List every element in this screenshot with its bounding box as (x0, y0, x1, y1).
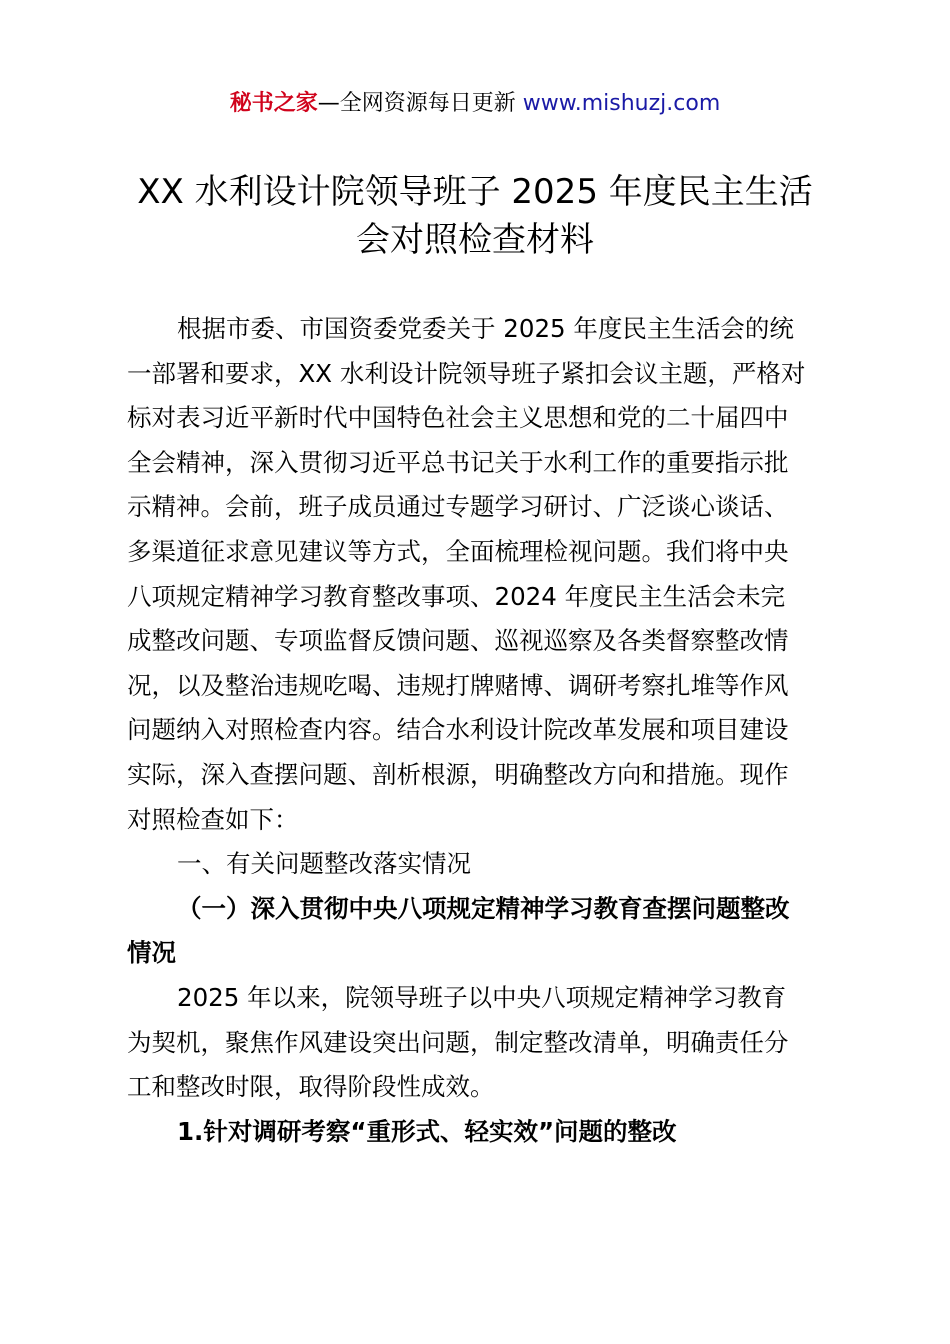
subsection-heading (127, 887, 833, 976)
paragraph-line: 根据市委、市国资委党委关于 2025 年度民主生活会的统 (177, 314, 794, 343)
title-line-1: XX 水利设计院领导班子 2025 年度民主生活 (137, 172, 813, 212)
section-heading: 一、有关问题整改落实情况 (177, 849, 471, 879)
paragraph-line: 八项规定精神学习教育整改事项、2024 年度民主生活会未完 (127, 581, 786, 611)
paragraph-line: 工和整改时限，取得阶段性成效。 (127, 1072, 495, 1102)
paragraph-line: 全会精神，深入贯彻习近平总书记关于水利工作的重要指示批 (127, 447, 789, 477)
paragraph-line: 实际，深入查摆问题、剖析根源，明确整改方向和措施。现作 (127, 759, 789, 789)
document-body (127, 307, 833, 1154)
paragraph-line: 2025 年以来，院领导班子以中央八项规定精神学习教育 (177, 982, 787, 1012)
paragraph-2 (127, 976, 833, 1110)
brand-name: 秘书之家 (229, 91, 318, 116)
item-heading: 1.针对调研考察“重形式、轻实效”问题的整改 (177, 1116, 677, 1146)
paragraph-line: 多渠道征求意见建议等方式，全面梳理检视问题。我们将中央 (127, 536, 789, 566)
paragraph-line: 标对表习近平新时代中国特色社会主义思想和党的二十届四中 (127, 403, 789, 433)
document-title (110, 168, 840, 264)
paragraph-line: 况，以及整治违规吃喝、违规打牌赌博、调研考察扎堆等作风 (127, 670, 789, 700)
header-url[interactable]: www.mishuzj.com (522, 91, 721, 116)
subsection-heading-line: 情况 (127, 938, 176, 968)
paragraph-line: 为契机，聚焦作风建设突出问题，制定整改清单，明确责任分 (127, 1027, 789, 1057)
paragraph-line: 一部署和要求，XX 水利设计院领导班子紧扣会议主题，严格对 (127, 358, 806, 388)
paragraph-line: 成整改问题、专项监督反馈问题、巡视巡察及各类督察整改情 (127, 626, 789, 656)
paragraph-line: 问题纳入对照检查内容。结合水利设计院改革发展和项目建设 (127, 715, 789, 745)
paragraph-line: 对照检查如下： (127, 804, 299, 834)
site-header (0, 88, 950, 120)
intro-paragraph (127, 307, 833, 842)
subsection-heading-line: （一）深入贯彻中央八项规定精神学习教育查摆问题整改 (177, 893, 790, 923)
title-line-2: 会对照检查材料 (356, 220, 594, 260)
header-tagline: —全网资源每日更新 (317, 91, 523, 116)
paragraph-line: 示精神。会前，班子成员通过专题学习研讨、广泛谈心谈话、 (127, 492, 789, 522)
